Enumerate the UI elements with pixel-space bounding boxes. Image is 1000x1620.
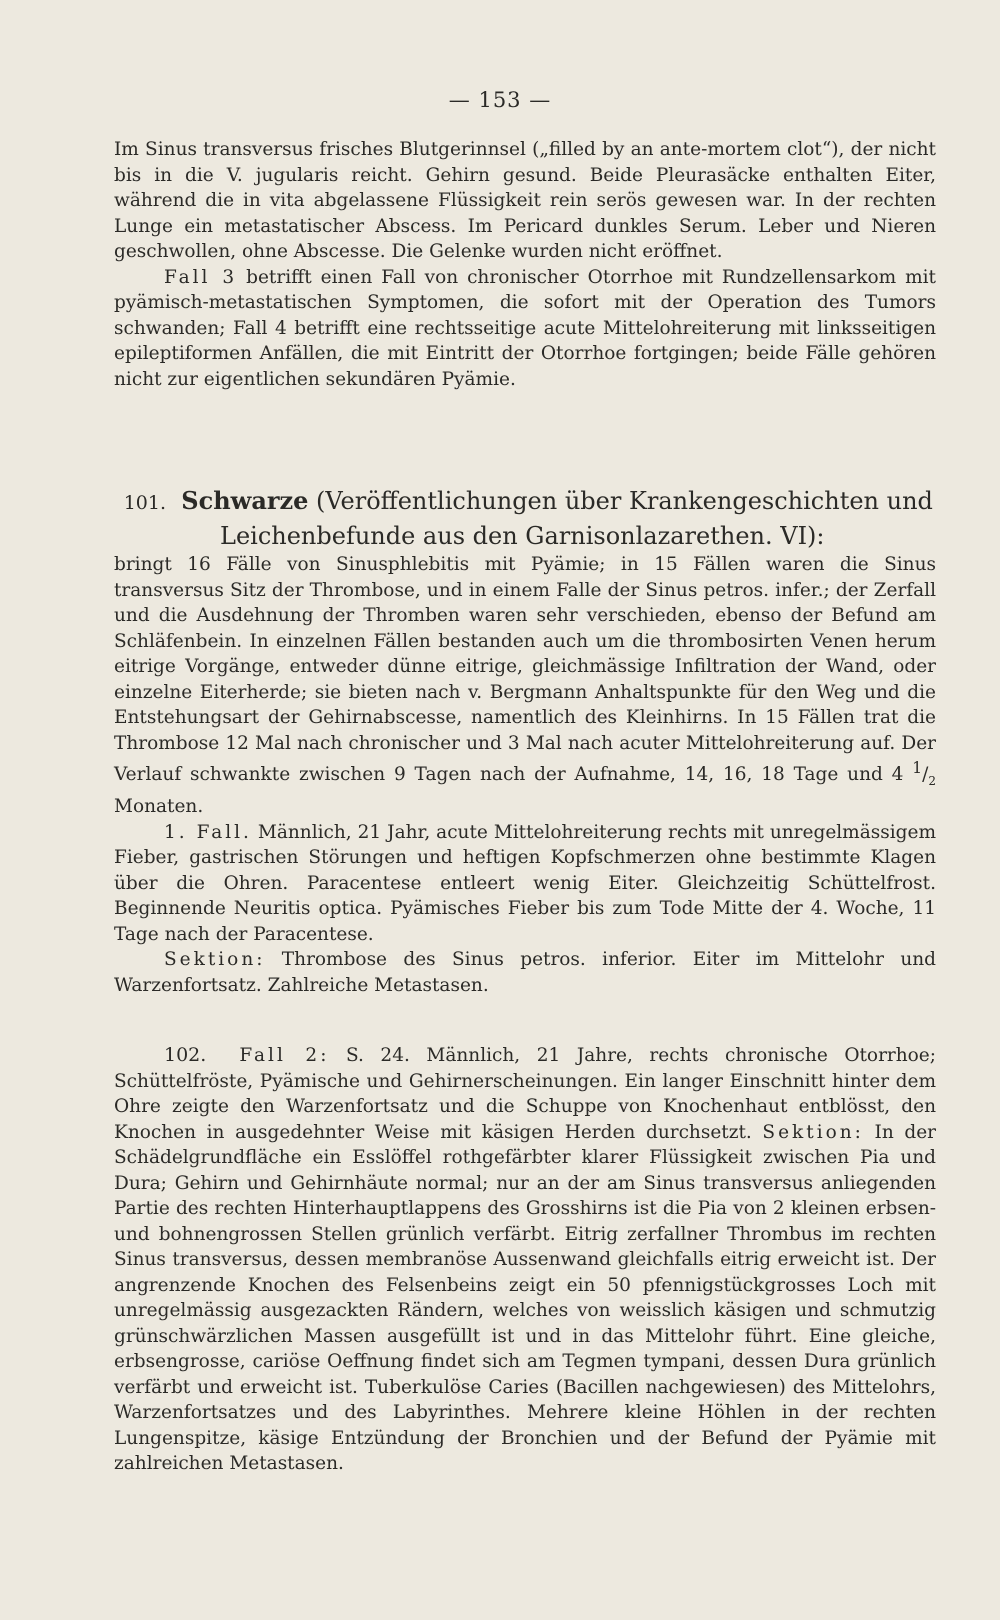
paragraph-entry-102 — [114, 1043, 936, 1477]
sektion-text: Thrombose des Sinus petros. inferior. Eiter im Mittelohr und Warzenfortsatz. Zahlreiche Metastasen. — [114, 949, 936, 996]
paragraph-autopsy-findings: Im Sinus transversus frisches Blutgerinnsel („filled by an ante-mortem clot“), der nicht bis in die V. jugularis reicht. Gehirn gesund. Beide Pleurasäcke enthalten Eiter, während die in vita abgelassene Flüssigkeit rein serös gewesen war. In der rechten Lunge ein metastatischer Abscess. Im Pericard dunkles Serum. Leber und Nieren geschwollen, ohne Abscesse. Die Gelenke wurden nicht eröffnet. — [114, 139, 936, 262]
case-label: 1. Fall. — [164, 821, 252, 843]
entry-title-line1: (Veröffentlichungen über Krankengeschichten und — [308, 487, 933, 515]
summary-text-end: Monaten. — [114, 796, 204, 818]
case-text: Männlich, 21 Jahr, acute Mittelohreiterung rechts mit unregelmässigem Fieber, gastrischen Störungen und heftigen Kopfschmerzen ohne bestimmte Klagen über die Ohren. Paracentese entleert wenig Eiter. Gleichzeitig Schüttelfrost. Beginnende Neuritis optica. Pyämisches Fieber bis zum Tode Mitte der 4. Woche, 11 Tage nach der Paracentese. — [114, 821, 936, 945]
entry-101-heading — [114, 484, 936, 553]
entry-number: 101. — [123, 492, 166, 514]
entry-title-line2: Leichenbefunde aus den Garnisonlazarethen. VI): — [220, 522, 825, 550]
case-text: S. 24. Männlich, 21 Jahre, rechts chronische Otorrhoe; Schüttelfröste, Pyämische und Gehirnerscheinungen. Ein langer Einschnitt hinter dem Ohre zeigte den Warzenfortsatz und die Schuppe von Knochenhaut entblösst, den Knochen in ausgedehnter Weise mit käsigen Herden durchsetzt. — [114, 1045, 936, 1143]
paragraph-summary: bringt 16 Fälle von Sinusphlebitis mit Pyämie; in 15 Fällen waren die Sinus transversus Sitz der Thrombose, und in einem Falle der Sinus petros. infer.; der Zerfall und die Ausdehnung der Thromben waren sehr verschieden, ebenso der Befund am Schläfenbein. In einzelnen Fällen bestanden auch um die thrombosirten Venen herum eitrige Vorgänge, entweder dünne eitrige, gleichmässige Infiltration der Wand, oder einzelne Eiterherde; sie bieten nach v. Bergmann Anhaltspunkte für den Weg und die Entstehungsart der Gehirnabscesse, namentlich des Kleinhirns. In 15 Fällen trat die Thrombose 12 Mal nach chronischer und 3 Mal nach acuter Mittelohreiterung auf. Der Verlauf schwankte zwischen 9 Tagen nach der Aufnahme, 14, 16, 18 Tage und 4 $^1/_2$ Monaten. — [114, 554, 936, 818]
fraction-denominator: 2 — [928, 773, 936, 788]
paragraph-cases-3-4 — [114, 265, 936, 393]
sektion-text: In der Schädelgrundfläche ein Esslöffel rothgefärbter klarer Flüssigkeit zwischen Pia und Dura; Gehirn und Gehirnhäute normal; nur an der am Sinus transversus anliegenden Partie des rechten Hinterhauptlappens des Grosshirns ist die Pia von 2 kleinen erbsen- und bohnengrossen Stellen grünlich verfärbt. Eitrig zerfallner Thrombus im rechten Sinus transversus, dessen membranöse Aussenwand gleichfalls eitrig erweicht ist. Der angrenzende Knochen des Felsenbeins zeigt ein 50 pfennigstückgrosses Loch mit unregelmässig ausgezackten Rändern, welches von weisslich käsigen und schmutzig grünschwärzlichen Massen ausgefüllt ist und in das Mittelohr führt. Eine gleiche, erbsengrosse, cariöse Oeffnung findet sich am Tegmen tympani, dessen Dura grünlich verfärbt und erweicht ist. Tuberkulöse Caries (Bacillen nachgewiesen) des Mittelohrs, Warzenfortsatzes und des Labyrinthes. Mehrere kleine Höhlen in der rechten Lungenspitze, käsige Entzündung der Bronchien und der Befund der Pyämie mit zahlreichen Metastasen. — [114, 1121, 936, 1474]
text-block-continuation — [114, 137, 936, 392]
page-number: — 153 — — [448, 88, 552, 112]
paragraph-text: betrifft einen Fall von chronischer Otorrhoe mit Rundzellensarkom mit pyämisch-metastatischen Symptomen, die sofort mit der Operation des Tumors schwanden; Fall 4 betrifft eine rechtsseitige acute Mittelohreiterung mit linksseitigen epileptiformen Anfällen, die mit Eintritt der Otorrhoe fortgingen; beide Fälle gehören nicht zur eigentlichen sekundären Pyämie. — [114, 266, 936, 390]
case-label: Fall 2: — [239, 1045, 330, 1066]
paragraph-case-1 — [114, 820, 936, 948]
entry-number: 102. — [164, 1044, 207, 1066]
case-label: Fall 3 — [164, 266, 238, 288]
entry-101-body — [114, 552, 936, 998]
sektion-label: Sektion: — [164, 949, 266, 971]
sektion-label: Sektion: — [762, 1121, 864, 1143]
fraction-numerator: 1 — [912, 759, 923, 777]
entry-author: Schwarze — [181, 486, 309, 515]
paragraph-sektion — [114, 947, 936, 998]
entry-102-body — [114, 1043, 936, 1477]
summary-text: bringt 16 Fälle von Sinusphlebitis mit Pyämie; in 15 Fällen waren die Sinus transversus Sitz der Thrombose, und in einem Falle der Sinus petros. infer.; der Zerfall und die Ausdehnung der Thromben waren sehr verschieden, ebenso der Befund am Schläfenbein. In einzelnen Fällen bestanden auch um die thrombosirten Venen herum eitrige Vorgänge, entweder dünne eitrige, gleichmässige Infiltration der Wand, oder einzelne Eiterherde; sie bieten nach v. Bergmann Anhaltspunkte für den Weg und die Entstehungsart der Gehirnabscesse, namentlich des Kleinhirns. In 15 Fällen trat die Thrombose 12 Mal nach chronischer und 3 Mal nach acuter Mittelohreiterung auf. Der Verlauf schwankte zwischen 9 Tagen nach der Aufnahme, 14, 16, 18 Tage und 4 — [114, 554, 936, 786]
